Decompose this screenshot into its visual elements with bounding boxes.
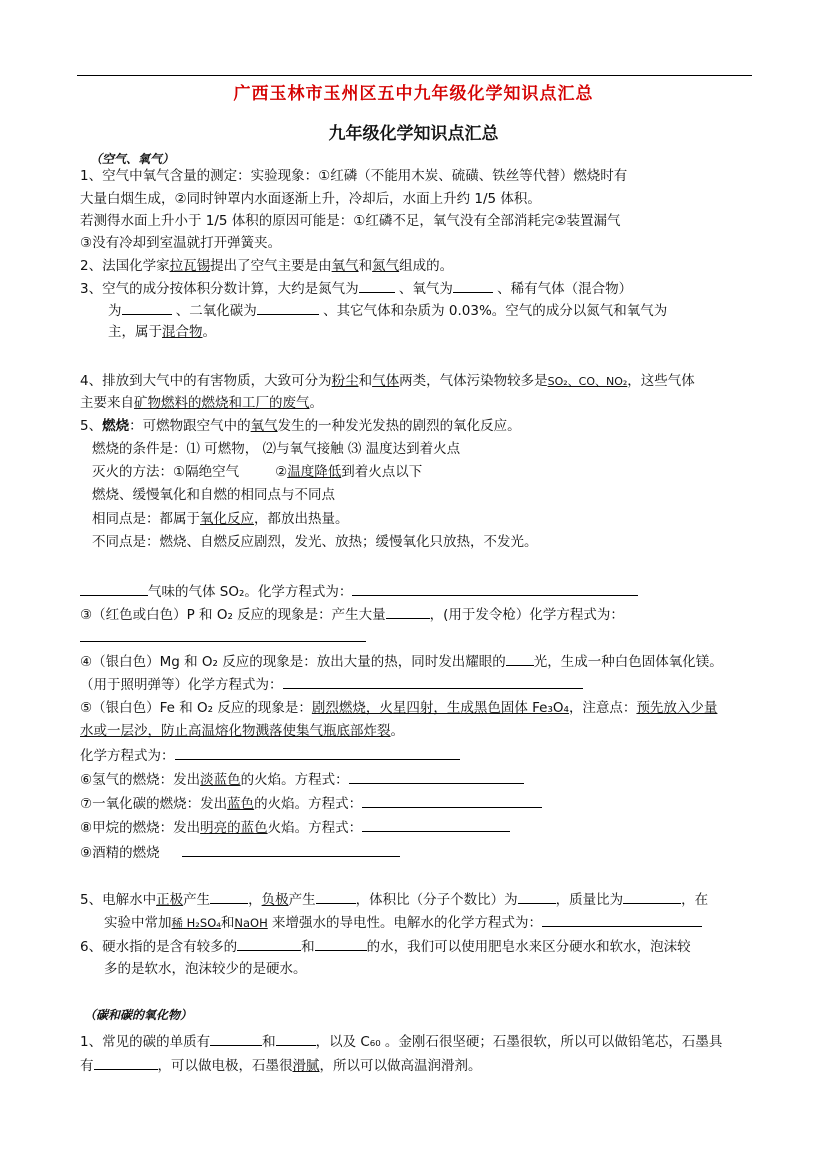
blank — [283, 674, 583, 689]
blank — [210, 1031, 262, 1046]
air-line-2: 大量白烟生成，②同时钟罩内水面逐渐上升，冷却后，水面上升约 1/5 体积。 — [80, 191, 541, 207]
text: ，注意点： — [568, 700, 637, 716]
mixture: 混合物 — [162, 324, 203, 340]
anode: 正极 — [156, 892, 184, 908]
text: ，以及 C₆₀ 。金刚石很坚硬；石墨很软，所以可以做铅笔芯，石墨具 — [315, 1034, 723, 1050]
reaction-line-5 — [80, 698, 717, 718]
combustion-line-6: 不同点是：燃烧、自燃反应剧烈，发光、放热；缓慢氧化只放热，不发光。 — [92, 534, 538, 550]
water-line-2 — [104, 912, 702, 933]
text: 发生的一种发光发热的剧烈的氧化反应。 — [277, 418, 521, 434]
text: 1、常见的碳的单质有 — [80, 1034, 211, 1050]
document-title: 九年级化学知识点汇总 — [328, 124, 499, 144]
text: ，质量比为 — [555, 892, 624, 908]
bright-blue: 明亮的蓝色 — [200, 820, 268, 836]
blank — [80, 581, 148, 596]
blank — [362, 793, 542, 808]
text: 主，属于 — [108, 324, 162, 340]
combustion-term: 燃烧 — [102, 418, 130, 434]
blank — [315, 936, 367, 951]
water-line-3 — [80, 936, 691, 957]
lower-temperature: 温度降低 — [287, 464, 342, 480]
text: ，体积比（分子个数比）为 — [355, 892, 518, 908]
text: 两类，气体污染物较多是 — [399, 373, 548, 389]
sodium-hydroxide: NaOH — [234, 916, 268, 930]
text: 的火焰。方程式： — [240, 772, 349, 788]
lavoisier: 拉瓦锡 — [169, 258, 211, 274]
text: 5、电解水中 — [80, 892, 157, 908]
reaction-line-11 — [80, 842, 400, 863]
combustion-line-2: 燃烧的条件是：⑴ 可燃物， ⑵与氧气接触 ⑶ 温度达到着火点 — [92, 441, 461, 457]
reaction-line-3 — [80, 651, 723, 672]
iron-note-cont: 水或一层沙，防止高温熔化物溅落使集气瓶底部炸裂 — [80, 723, 391, 739]
reaction-line-4 — [80, 674, 583, 695]
text: 2、法国化学家 — [80, 258, 170, 274]
text: 。 — [309, 395, 323, 411]
air-line-8 — [108, 322, 216, 342]
text: 产生 — [183, 892, 211, 908]
blank — [506, 651, 534, 666]
combustion-line-1 — [80, 416, 521, 436]
text: 、氧气为 — [394, 281, 453, 297]
text: 和 — [220, 915, 235, 931]
text: 光，生成一种白色固体氧化镁。 — [533, 654, 723, 670]
combustion-line-3 — [92, 462, 422, 482]
text: 为 — [108, 303, 122, 319]
water-line-1 — [80, 889, 708, 910]
text: 和 — [358, 258, 373, 274]
header-rule — [77, 75, 752, 76]
oxygen: 氧气 — [331, 258, 359, 274]
air-line-7 — [108, 300, 667, 321]
text: 到着火点以下 — [341, 464, 423, 480]
combustion-line-4: 燃烧、缓慢氧化和自燃的相同点与不同点 — [92, 487, 335, 503]
text: 有 — [80, 1058, 94, 1074]
text: 和 — [358, 373, 373, 389]
air-line-5 — [80, 256, 453, 276]
text: ，在 — [681, 892, 709, 908]
text: ，所以可以做高温润滑剂。 — [319, 1058, 482, 1074]
gas-pollutants: SO₂、CO、NO₂ — [547, 375, 628, 388]
sulfuric-acid: 稀 H₂SO₄ — [171, 916, 221, 930]
air-line-6 — [80, 278, 632, 299]
combustion-line-5 — [92, 509, 349, 529]
dust: 粉尘 — [331, 373, 359, 389]
blue: 蓝色 — [227, 796, 255, 812]
blank — [542, 912, 702, 927]
blank — [237, 936, 301, 951]
text: ⑦一氧化碳的燃烧：发出 — [80, 796, 228, 812]
text: 的火焰。方程式： — [254, 796, 363, 812]
blank — [316, 889, 356, 904]
text: 实验中常加 — [104, 915, 172, 931]
reaction-line-6 — [80, 721, 404, 741]
text: 产生 — [288, 892, 316, 908]
text: 。 — [390, 723, 404, 739]
text: ④（银白色）Mg 和 O₂ 反应的现象是：放出大量的热，同时发出耀眼的 — [80, 654, 506, 670]
text: ⑨酒精的燃烧 — [80, 845, 160, 861]
oxygen: 氧气 — [250, 418, 278, 434]
text: ⑤（银白色）Fe 和 O₂ 反应的现象是： — [80, 700, 312, 716]
reaction-line-8 — [80, 769, 524, 790]
pollution-source: 矿物燃料的燃烧和工厂的废气 — [134, 395, 310, 411]
oxidation: 氧化反应 — [200, 511, 254, 527]
blank — [359, 278, 395, 293]
section-carbon-heading: （碳和碳的氧化物） — [84, 1008, 193, 1022]
text: ② — [275, 464, 288, 480]
text: 和 — [301, 939, 315, 955]
text: ，都放出热量。 — [254, 511, 349, 527]
reaction-line-7 — [80, 745, 460, 766]
nitrogen: 氮气 — [372, 258, 400, 274]
blank — [210, 889, 248, 904]
text: 和 — [262, 1034, 276, 1050]
blank — [386, 604, 430, 619]
blank — [175, 745, 460, 760]
text: ：可燃物跟空气中的 — [129, 418, 251, 434]
blank — [352, 581, 638, 596]
text: 、稀有气体（混合物） — [492, 281, 633, 297]
text: 。 — [202, 324, 216, 340]
text: 提出了空气主要是由 — [210, 258, 332, 274]
water-line-4: 多的是软水，泡沫较少的是硬水。 — [104, 961, 307, 977]
reaction-line-9 — [80, 793, 542, 814]
blank — [94, 1055, 158, 1070]
air-line-4: ③没有冷却到室温就打开弹簧夹。 — [80, 235, 282, 251]
slippery: 滑腻 — [292, 1058, 320, 1074]
text: 4、排放到大气中的有害物质，大致可分为 — [80, 373, 332, 389]
reaction-line-2-blank — [80, 627, 366, 648]
pollutant-line-2 — [80, 393, 323, 413]
text: ， — [248, 892, 262, 908]
text: 6、硬水指的是含有较多的 — [80, 939, 238, 955]
air-line-3: 若测得水面上升小于 1/5 体积的原因可能是：①红磷不足，氧气没有全部消耗完②装置漏气 — [80, 213, 621, 229]
text: ③（红色或白色）P 和 O₂ 反应的现象是：产生大量 — [80, 607, 386, 623]
reaction-line-10 — [80, 817, 510, 838]
text: ，这些气体 — [627, 373, 695, 389]
text: 相同点是：都属于 — [92, 511, 200, 527]
blank — [362, 817, 510, 832]
text: ，可以做电极，石墨很 — [157, 1058, 293, 1074]
text: 、其它气体和杂质为 0.03%。空气的成分以氮气和氧气为 — [318, 303, 668, 319]
blank — [623, 889, 681, 904]
section-air-heading: （空气、氧气） — [90, 152, 175, 166]
blank — [257, 300, 319, 315]
carbon-line-2 — [80, 1055, 482, 1076]
cathode: 负极 — [261, 892, 289, 908]
text: 火焰。方程式： — [267, 820, 363, 836]
blank — [122, 300, 172, 315]
text: ，(用于发令枪）化学方程式为： — [429, 607, 624, 623]
iron-note: 预先放入少量 — [636, 700, 718, 716]
text: 灭火的方法：①隔绝空气 — [92, 464, 240, 480]
blank — [276, 1031, 316, 1046]
blank — [349, 769, 524, 784]
blank — [182, 842, 400, 857]
text: 的水，我们可以使用肥皂水来区分硬水和软水，泡沫较 — [366, 939, 691, 955]
text: 来增强水的导电性。电解水的化学方程式为： — [267, 915, 543, 931]
reaction-line-1 — [80, 581, 638, 602]
pollutant-line-1 — [80, 371, 695, 392]
blank — [80, 627, 366, 642]
text: 5、 — [80, 418, 103, 434]
text: ⑧甲烷的燃烧：发出 — [80, 820, 201, 836]
reaction-line-2 — [80, 604, 624, 625]
carbon-line-1 — [80, 1031, 722, 1052]
blank — [518, 889, 556, 904]
text: （用于照明弹等）化学方程式为： — [80, 677, 283, 693]
text: 主要来自 — [80, 395, 134, 411]
iron-phenomenon: 剧烈燃烧，火星四射，生成黑色固体 Fe₃O₄ — [311, 700, 569, 716]
text: 组成的。 — [399, 258, 454, 274]
document-header: 广西玉林市玉州区五中九年级化学知识点汇总 — [233, 84, 594, 104]
gas: 气体 — [372, 373, 400, 389]
text: 气味的气体 SO₂。化学方程式为： — [148, 584, 353, 600]
pale-blue: 淡蓝色 — [200, 772, 241, 788]
blank — [453, 278, 493, 293]
air-line-1: 1、空气中氧气含量的测定：实验现象：①红磷（不能用木炭、硫磺、铁丝等代替）燃烧时有 — [80, 168, 628, 184]
text: 化学方程式为： — [80, 748, 175, 764]
text: 3、空气的成分按体积分数计算，大约是氮气为 — [80, 281, 359, 297]
text: ⑥氢气的燃烧：发出 — [80, 772, 201, 788]
text: 、二氧化碳为 — [171, 303, 257, 319]
